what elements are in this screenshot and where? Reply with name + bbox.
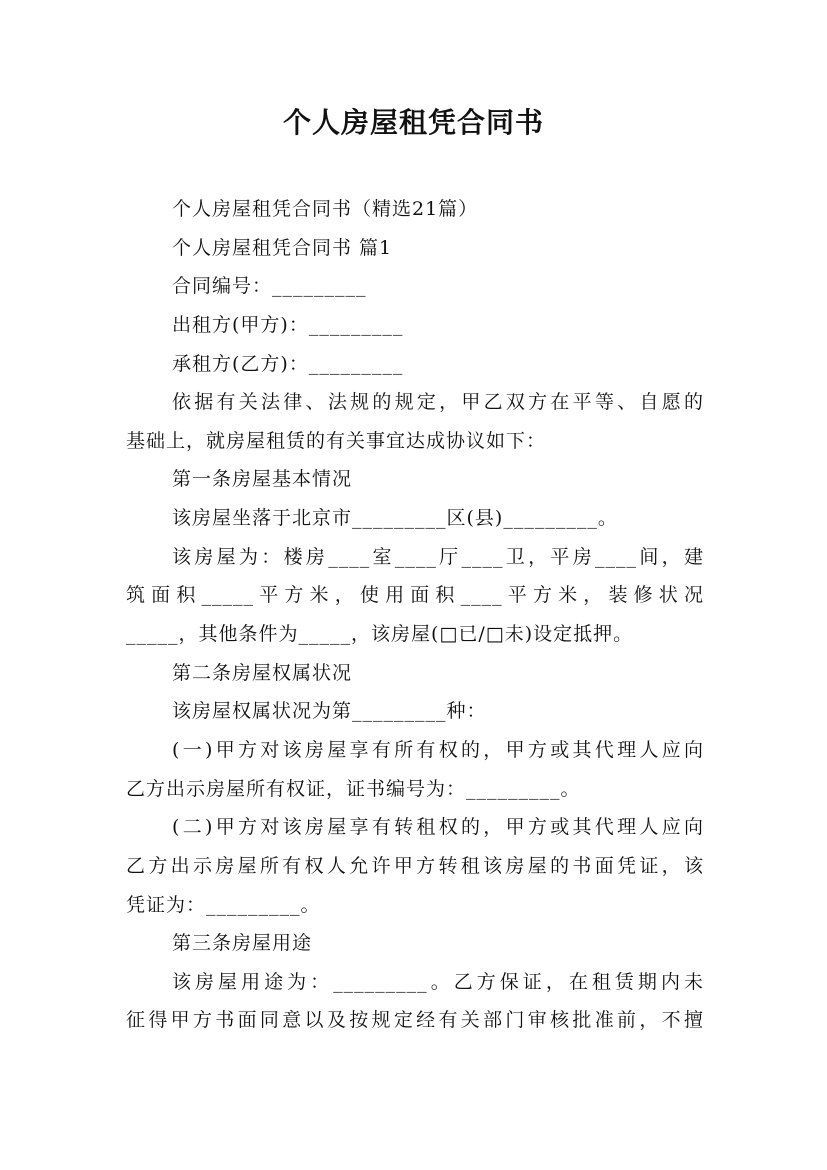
paragraph-line: 乙方出示房屋所有权证，证书编号为：_________。 (126, 777, 581, 800)
paragraph-line: 该房屋权属状况为第_________种： (172, 700, 487, 723)
contract-number-line: 合同编号：_________ (172, 275, 367, 298)
paragraph-line: (一)甲方对该房屋享有所有权的，甲方或其代理人应向 (172, 738, 704, 761)
lessee-line: 承租方(乙方)：_________ (172, 352, 404, 375)
paragraph-line: 依据有关法律、法规的规定，甲乙双方在平等、自愿的 (172, 391, 704, 414)
paragraph-line: 征得甲方书面同意以及按规定经有关部门审核批准前，不擅 (126, 1009, 704, 1032)
article-heading: 第二条房屋权属状况 (172, 661, 353, 684)
paragraph-line: _____，其他条件为_____，该房屋(□已/□未)设定抵押。 (126, 623, 634, 646)
paragraph-line: 该房屋坐落于北京市_________区(县)_________。 (172, 507, 618, 530)
section-heading: 个人房屋租凭合同书 篇1 (172, 236, 393, 259)
document-title: 个人房屋租凭合同书 (282, 106, 544, 139)
paragraph-line: 基础上，就房屋租赁的有关事宜达成协议如下： (126, 429, 547, 452)
lessor-line: 出租方(甲方)：_________ (172, 313, 404, 336)
paragraph-line: 凭证为：_________。 (126, 893, 321, 916)
paragraph-line: 该房屋为：楼房____室____厅____卫，平房____间，建 (172, 545, 704, 568)
article-heading: 第三条房屋用途 (172, 932, 313, 955)
paragraph-line: 该房屋用途为：_________。乙方保证，在租赁期内未 (172, 970, 704, 993)
paragraph-line: (二)甲方对该房屋享有转租权的，甲方或其代理人应向 (172, 816, 704, 839)
document-body (126, 190, 704, 1040)
subtitle-line: 个人房屋租凭合同书（精选21篇） (172, 198, 479, 220)
paragraph-line: 筑面积_____平方米，使用面积____平方米，装修状况 (126, 584, 704, 607)
paragraph-line: 乙方出示房屋所有权人允许甲方转租该房屋的书面凭证，该 (126, 854, 704, 877)
article-heading: 第一条房屋基本情况 (172, 468, 353, 491)
